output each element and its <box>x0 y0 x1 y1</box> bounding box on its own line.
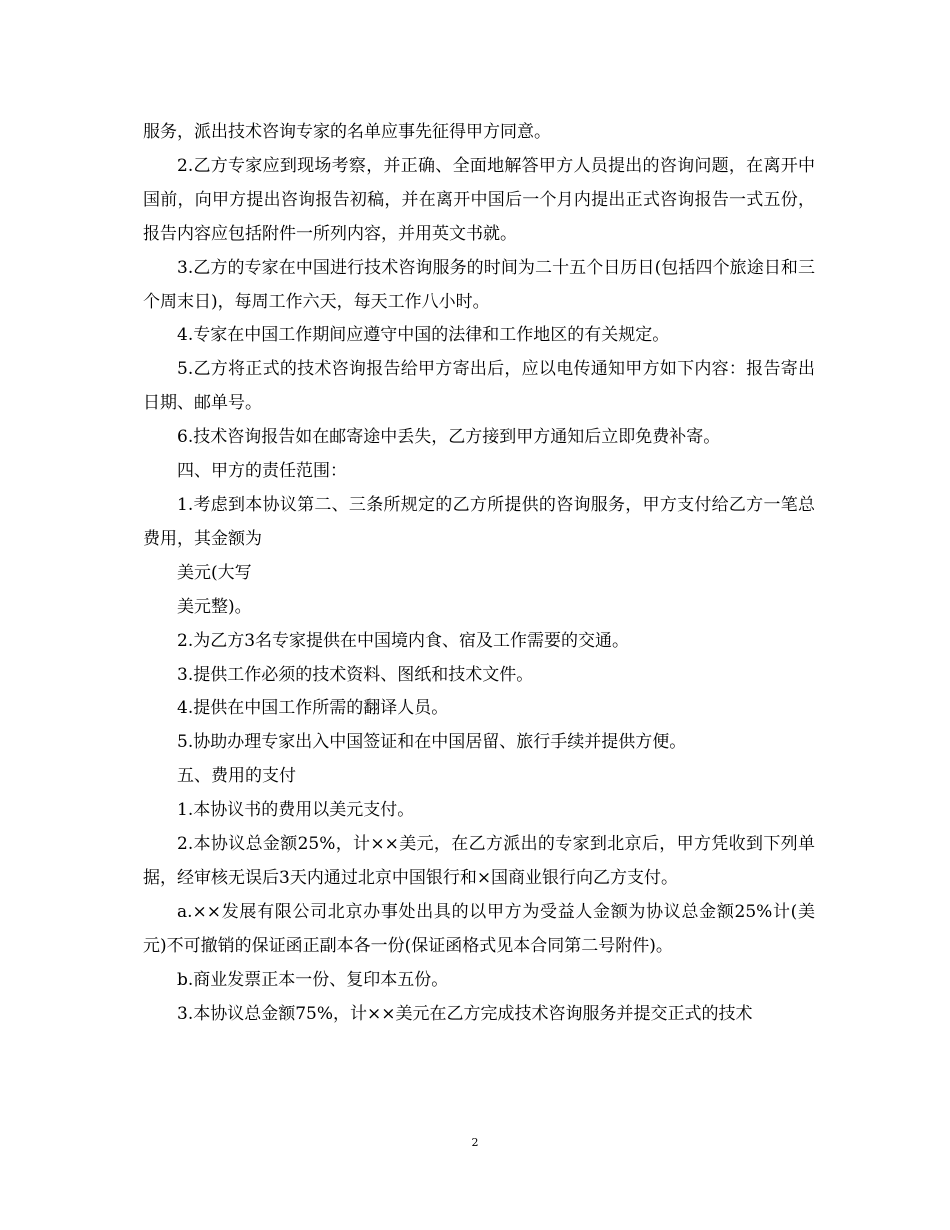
paragraph-4: 5.乙方将正式的技术咨询报告给甲方寄出后，应以电传通知甲方如下内容：报告寄出日期、邮单号。 <box>143 359 815 414</box>
paragraph-7: 1.考虑到本协议第二、三条所规定的乙方所提供的咨询服务，甲方支付给乙方一笔总费用，其金额为 <box>143 494 815 549</box>
section-heading-4: 四、甲方的责任范围： <box>177 461 347 482</box>
paragraph-1: 2.乙方专家应到现场考察，并正确、全面地解答甲方人员提出的咨询问题，在离开中国前，向甲方提出咨询报告初稿，并在离开中国后一个月内提出正式咨询报告一式五份，报告内容应包括附件一所列内容，并用英文书就。 <box>143 155 815 244</box>
paragraph-8: 美元(大写 <box>177 562 252 583</box>
paragraph-16: 2.本协议总金额25%，计××美元，在乙方派出的专家到北京后，甲方凭收到下列单据，经审核无误后3天内通过北京中国银行和×国商业银行向乙方支付。 <box>143 834 815 888</box>
paragraph-9: 美元整)。 <box>177 596 252 617</box>
paragraph-13: 5.协助办理专家出入中国签证和在中国居留、旅行手续并提供方便。 <box>177 732 687 753</box>
section-heading-5: 五、费用的支付 <box>177 766 296 787</box>
paragraph-19: 3.本协议总金额75%，计××美元在乙方完成技术咨询服务并提交正式的技术 <box>177 1003 753 1024</box>
paragraph-5: 6.技术咨询报告如在邮寄途中丢失，乙方接到甲方通知后立即免费补寄。 <box>177 427 721 448</box>
paragraph-3: 4.专家在中国工作期间应遵守中国的法律和工作地区的有关规定。 <box>177 325 670 346</box>
paragraph-0: 服务，派出技术咨询专家的名单应事先征得甲方同意。 <box>143 122 551 142</box>
paragraph-18: b.商业发票正本一份、复印本五份。 <box>177 969 449 990</box>
paragraph-2: 3.乙方的专家在中国进行技术咨询服务的时间为二十五个日历日(包括四个旅途日和三个周末日)，每周工作六天，每天工作八小时。 <box>143 257 815 312</box>
paragraph-17: a.××发展有限公司北京办事处出具的以甲方为受益人金额为协议总金额25%计(美元)不可撤销的保证函正副本各一份(保证函格式见本合同第二号附件)。 <box>143 901 815 956</box>
paragraph-12: 4.提供在中国工作所需的翻译人员。 <box>177 698 449 719</box>
document-body <box>143 116 815 1031</box>
page-number: 2 <box>471 1136 479 1149</box>
paragraph-11: 3.提供工作必须的技术资料、图纸和技术文件。 <box>177 664 534 685</box>
paragraph-15: 1.本协议书的费用以美元支付。 <box>177 800 415 821</box>
paragraph-10: 2.为乙方3名专家提供在中国境内食、宿及工作需要的交通。 <box>177 630 630 651</box>
